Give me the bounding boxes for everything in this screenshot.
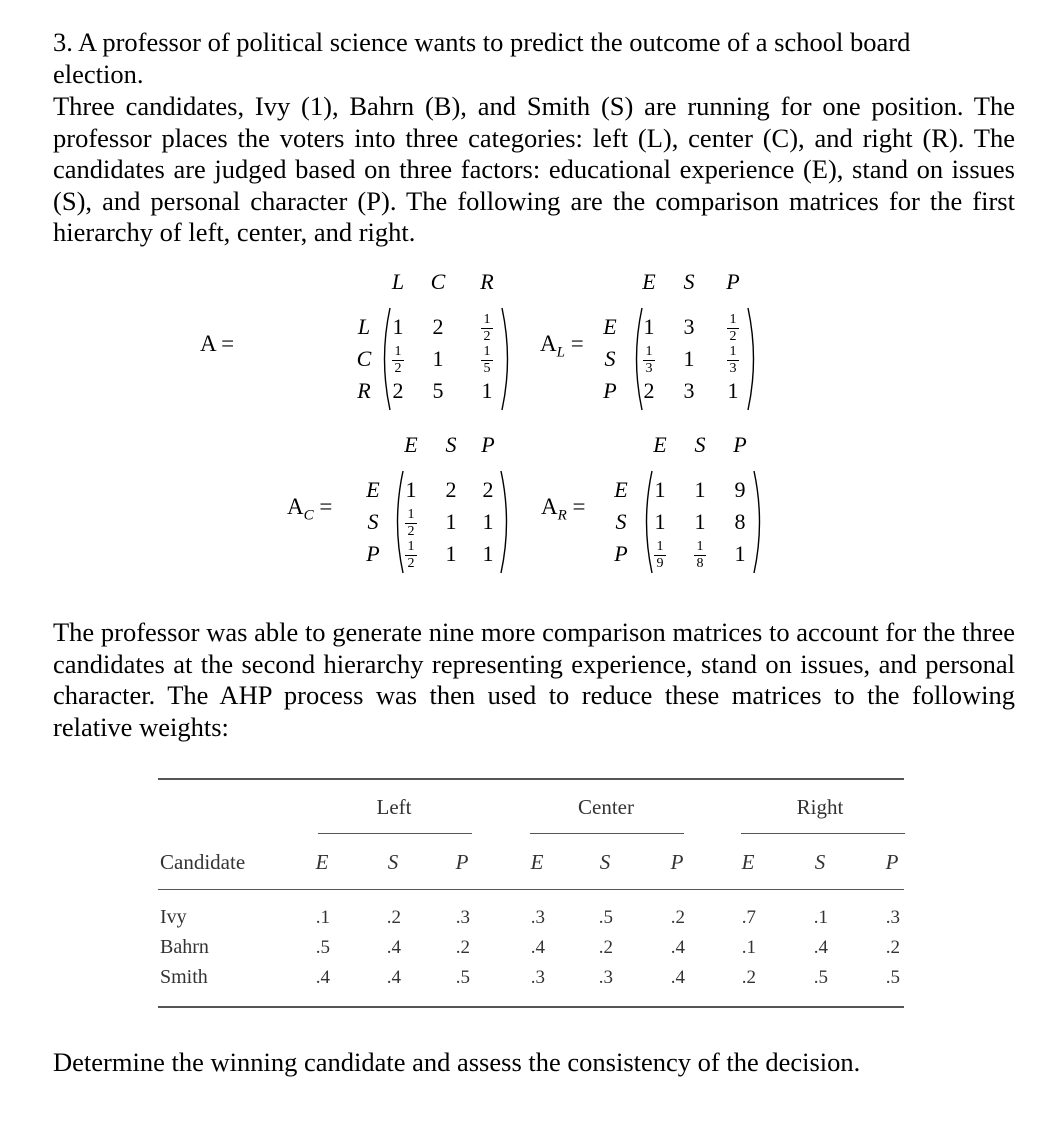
matrix-ar-cell: 1 xyxy=(654,509,666,534)
table-cell: .4 xyxy=(670,967,685,988)
matrix-ar-cell xyxy=(691,540,709,571)
table-cell: .1 xyxy=(741,937,756,958)
table-group-header: Center xyxy=(578,795,634,819)
matrix-a-name: A = xyxy=(200,331,235,356)
matrix-a-left-paren xyxy=(378,307,392,411)
matrix-ar-left-paren xyxy=(640,470,654,574)
question-text: Determine the winning candidate and assess the consistency of the decision. xyxy=(53,1047,861,1077)
matrix-ar-cell: 1 xyxy=(654,477,666,502)
matrix-a-cell-denominator: 2 xyxy=(394,361,402,376)
matrix-a-cell-numerator: 1 xyxy=(394,344,402,359)
matrix-al-cell-denominator: 3 xyxy=(729,361,737,376)
matrix-ac-col-label: E xyxy=(404,432,418,457)
table-factor-header: E xyxy=(741,850,755,874)
matrix-a-cell: 2 xyxy=(432,314,444,339)
matrix-al-row-label: E xyxy=(603,314,617,339)
matrix-ac-cell: 2 xyxy=(482,477,494,502)
table-row-candidate: Bahrn xyxy=(160,936,209,958)
matrix-a-cell: 2 xyxy=(392,378,404,403)
matrix-ar-col-label: E xyxy=(653,432,667,457)
table-candidate-header: Candidate xyxy=(160,850,246,874)
matrix-a-cell: 1 xyxy=(392,314,404,339)
matrix-ar-cell-numerator: 1 xyxy=(656,539,664,554)
matrix-al-cell xyxy=(724,313,742,344)
matrix-a-cell: 5 xyxy=(432,378,444,403)
matrix-al-cell-numerator: 1 xyxy=(645,344,653,359)
matrix-a-cell: 1 xyxy=(481,378,493,403)
table-cell: .5 xyxy=(315,937,330,958)
matrix-al-row-label: P xyxy=(603,378,617,403)
table-top-rule xyxy=(158,778,904,780)
table-cell: .4 xyxy=(813,937,828,958)
matrix-a-cell: 1 xyxy=(432,346,444,371)
matrix-ar-right-paren xyxy=(752,470,766,574)
matrix-al-col-label: E xyxy=(642,269,656,294)
table-cell: .5 xyxy=(885,967,900,988)
table-cell: .4 xyxy=(530,937,545,958)
table-cell: .7 xyxy=(741,907,756,928)
table-group-rule-center xyxy=(530,833,684,834)
matrix-ac-name: $A_C$ = xyxy=(287,494,333,524)
matrix-al-cell: 1 xyxy=(683,346,695,371)
matrix-ac-cell: 1 xyxy=(482,541,494,566)
matrix-ar-cell: 1 xyxy=(694,477,706,502)
table-factor-header: P xyxy=(885,850,899,874)
matrix-ac-cell-numerator: 1 xyxy=(407,539,415,554)
table-factor-header: S xyxy=(599,850,611,874)
matrix-a-cell-denominator: 5 xyxy=(483,361,491,376)
matrix-ac-row-label: E xyxy=(366,477,380,502)
matrix-ac-col-label: S xyxy=(445,432,457,457)
matrix-ar-cell: 9 xyxy=(734,477,746,502)
matrix-ac-cell-denominator: 2 xyxy=(407,524,415,539)
matrix-ac-right-paren xyxy=(499,470,513,574)
matrix-ac-cell-denominator: 2 xyxy=(407,556,415,571)
problem-line-2: election. xyxy=(53,58,144,89)
matrix-a-row-label: L xyxy=(357,314,371,339)
middle-paragraph: The professor was able to generate nine more comparison matrices to account for the three candidates at the second hierarchy representing experience, stand on issues, and personal character. The AHP process was then used to reduce these matrices to the following relative weights: xyxy=(53,617,1015,742)
matrix-ar-cell: 8 xyxy=(734,509,746,534)
table-cell: .2 xyxy=(670,907,685,928)
matrix-al-col-label: S xyxy=(683,269,695,294)
table-cell: .3 xyxy=(530,967,545,988)
table-cell: .2 xyxy=(455,937,470,958)
matrix-ar-cell: 1 xyxy=(734,541,746,566)
matrix-a-right-paren xyxy=(500,307,514,411)
matrix-ar-cell-denominator: 8 xyxy=(696,556,704,571)
matrix-ar-cell: 1 xyxy=(694,509,706,534)
table-cell: .2 xyxy=(598,937,613,958)
matrix-ac-cell: 1 xyxy=(445,509,457,534)
table-cell: .5 xyxy=(813,967,828,988)
matrix-a-col-label: L xyxy=(391,269,405,294)
matrix-a-cell-numerator: 1 xyxy=(483,344,491,359)
table-cell: .3 xyxy=(455,907,470,928)
table-cell: .1 xyxy=(315,907,330,928)
matrix-ac-row-label: P xyxy=(366,541,380,566)
matrix-a-row-label: C xyxy=(356,346,372,371)
table-cell: .4 xyxy=(315,967,330,988)
matrix-al-cell xyxy=(724,345,742,376)
matrix-al-row-label: S xyxy=(604,346,616,371)
matrix-a-cell xyxy=(478,345,496,376)
problem-line-1: 3. A professor of political science wants to predict the outcome of a school board xyxy=(53,27,911,57)
table-factor-header: S xyxy=(814,850,826,874)
table-factor-header: E xyxy=(530,850,544,874)
matrix-ac-cell-numerator: 1 xyxy=(407,507,415,522)
matrix-ar-name: $A_R$ = xyxy=(541,494,586,524)
matrix-a-col-label: C xyxy=(430,269,446,294)
matrix-al-left-paren xyxy=(630,307,644,411)
table-cell: .4 xyxy=(386,937,401,958)
matrix-ac-cell: 1 xyxy=(405,477,417,502)
table-cell: .2 xyxy=(885,937,900,958)
table-factor-header: S xyxy=(387,850,399,874)
matrix-ac-left-paren xyxy=(391,470,405,574)
table-header-rule xyxy=(158,889,904,890)
problem-body: Three candidates, Ivy (1), Bahrn (B), and Smith (S) are running for one position. The professor places the voters into three categories: left (L), center (C), and right (R). The candidates are judged based on three factors: educational experience (E), stand on issues (S), and personal character (P). The following are the comparison matrices for the first hierarchy of left, center, and right. xyxy=(53,91,1015,247)
matrix-a-cell-denominator: 2 xyxy=(483,329,491,344)
matrix-ac-cell: 1 xyxy=(482,509,494,534)
matrix-al-cell-denominator: 2 xyxy=(729,329,737,344)
matrix-a-cell xyxy=(478,313,496,344)
matrix-ac-row-label: S xyxy=(367,509,379,534)
matrix-al-cell: 2 xyxy=(643,378,655,403)
table-row-candidate: Smith xyxy=(160,966,208,988)
table-factor-header: P xyxy=(455,850,469,874)
table-cell: .5 xyxy=(455,967,470,988)
table-group-header: Left xyxy=(376,795,412,819)
matrix-ar-cell-denominator: 9 xyxy=(656,556,664,571)
table-group-header: Right xyxy=(796,795,844,819)
matrix-al-name: $A_L$ = xyxy=(540,331,584,361)
table-row-candidate: Ivy xyxy=(160,906,187,928)
matrix-ac-cell: 2 xyxy=(445,477,457,502)
table-bottom-rule xyxy=(158,1006,904,1008)
matrix-al-cell: 1 xyxy=(643,314,655,339)
matrix-ar-row-label: P xyxy=(614,541,628,566)
table-cell: .2 xyxy=(386,907,401,928)
matrix-a-row-label: R xyxy=(357,378,371,403)
table-factor-header: E xyxy=(315,850,329,874)
problem-heading xyxy=(53,27,1013,90)
table-cell: .5 xyxy=(598,907,613,928)
matrix-al-cell: 3 xyxy=(683,314,695,339)
matrix-al-cell-denominator: 3 xyxy=(645,361,653,376)
matrix-al-cell-numerator: 1 xyxy=(729,312,737,327)
table-cell: .2 xyxy=(741,967,756,988)
matrix-ar-row-label: S xyxy=(615,509,627,534)
table-group-rule-left xyxy=(318,833,472,834)
table-cell: .3 xyxy=(598,967,613,988)
matrix-al-col-label: P xyxy=(726,269,740,294)
matrix-ac-cell: 1 xyxy=(445,541,457,566)
matrix-al-right-paren xyxy=(746,307,760,411)
matrix-ar-col-label: P xyxy=(733,432,747,457)
matrix-al-cell: 3 xyxy=(683,378,695,403)
table-factor-header: P xyxy=(670,850,684,874)
matrix-ar-row-label: E xyxy=(614,477,628,502)
matrix-a-col-label: R xyxy=(480,269,494,294)
table-cell: .3 xyxy=(530,907,545,928)
matrix-ar-cell-numerator: 1 xyxy=(696,539,704,554)
matrix-al-cell-numerator: 1 xyxy=(729,344,737,359)
matrix-a-cell-numerator: 1 xyxy=(483,312,491,327)
table-cell: .3 xyxy=(885,907,900,928)
table-cell: .4 xyxy=(670,937,685,958)
matrix-ar-col-label: S xyxy=(694,432,706,457)
table-group-rule-right xyxy=(741,833,905,834)
matrix-ac-col-label: P xyxy=(481,432,495,457)
table-cell: .4 xyxy=(386,967,401,988)
table-cell: .1 xyxy=(813,907,828,928)
matrix-al-cell: 1 xyxy=(727,378,739,403)
